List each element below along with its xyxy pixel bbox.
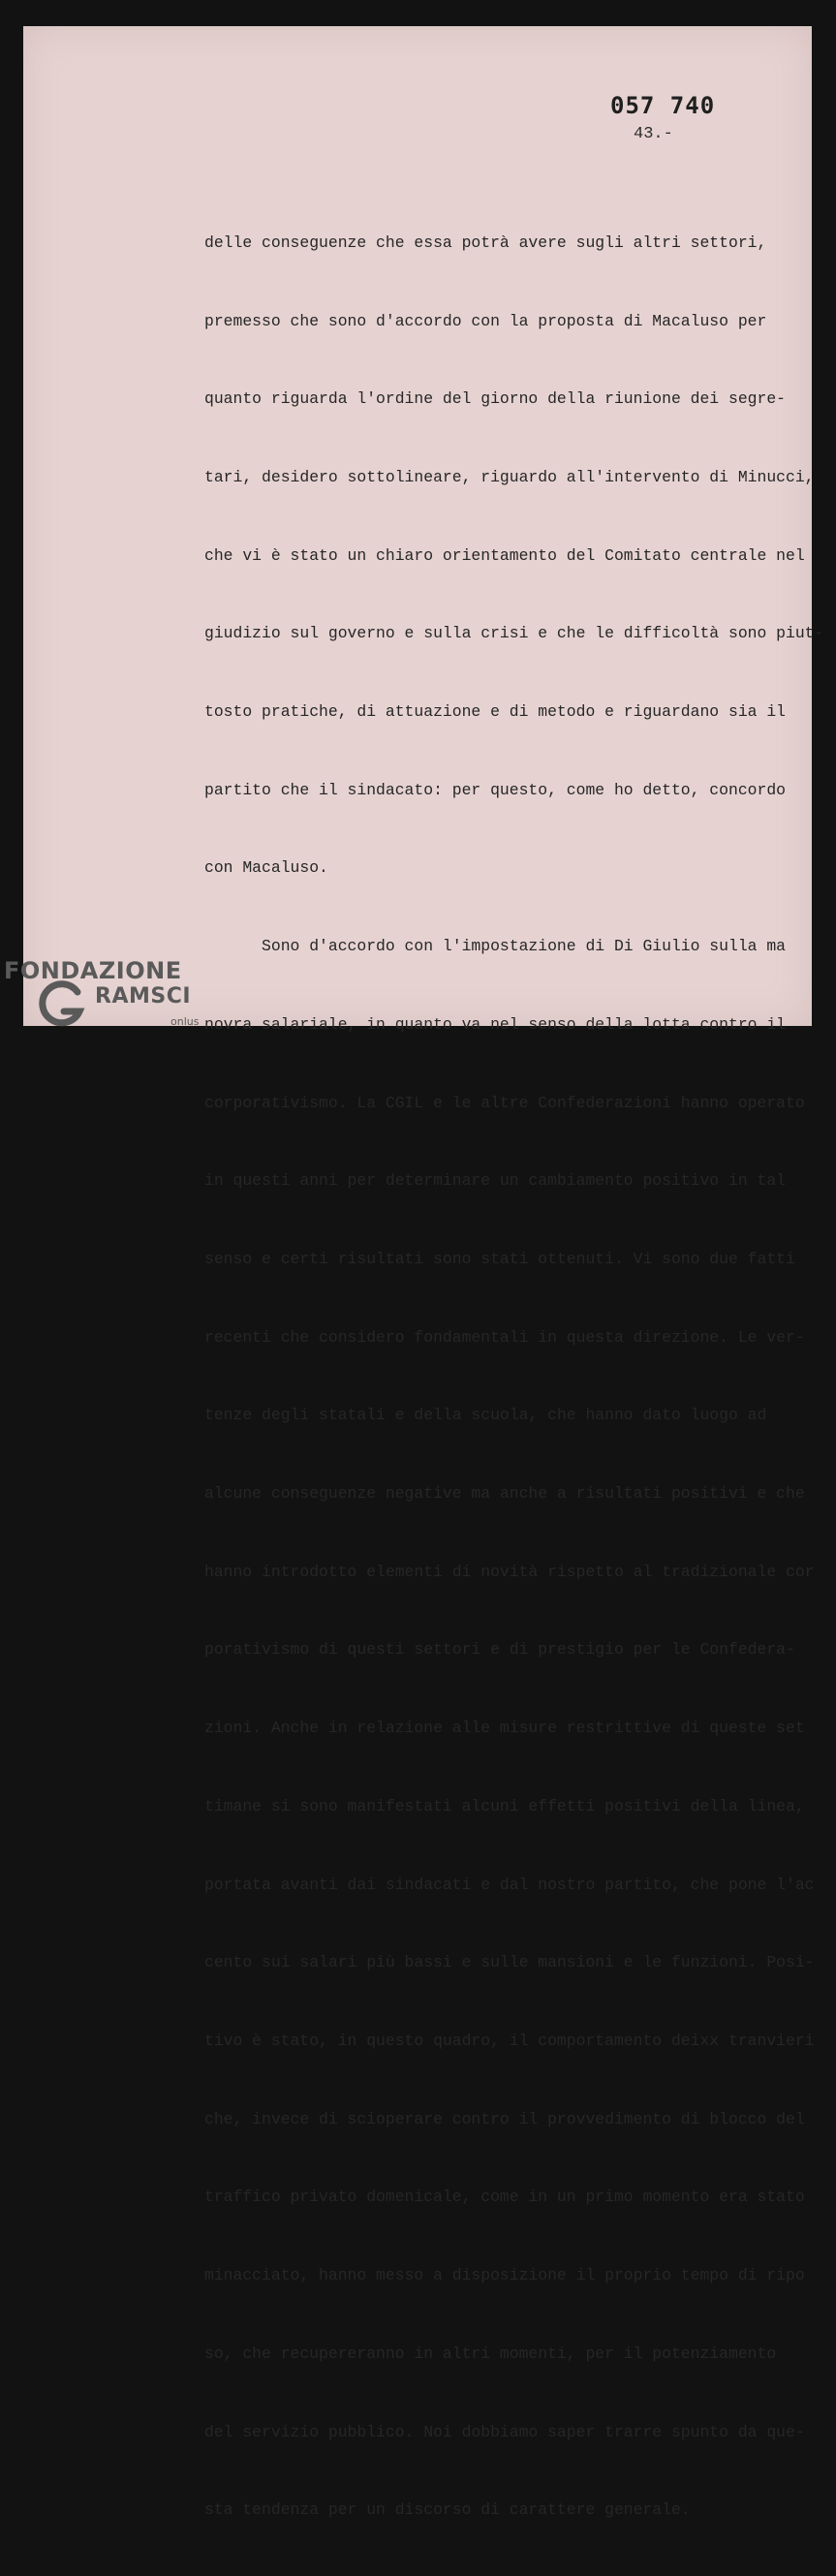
text-line: con Macaluso. — [204, 858, 328, 878]
text-line: novra salariale, in quanto va nel senso della lotta contro il — [204, 1014, 786, 1034]
archive-number: 057 740 — [610, 92, 716, 119]
watermark-title: FONDAZIONE — [4, 957, 182, 984]
text-line: del servizio pubblico. Noi dobbiamo saper trarre spunto da que- — [204, 2422, 805, 2441]
text-line: tenze degli statali e della scuola, che hanno dato luogo ad — [204, 1406, 767, 1425]
text-line: timane si sono manifestati alcuni effetti positivi della linea, — [204, 1796, 805, 1816]
typed-text-body — [204, 178, 824, 2576]
text-line: che vi è stato un chiaro orientamento del Comitato centrale nel — [204, 545, 805, 565]
text-line: in questi anni per determinare un cambiamento positivo in tal — [204, 1171, 786, 1191]
text-line: corporativismo. La CGIL e le altre Confederazioni hanno operato — [204, 1093, 805, 1112]
text-line: alcune conseguenze negative ma anche a risultati positivi e che — [204, 1484, 805, 1504]
text-line: senso e certi risultati sono stati ottenuti. Vi sono due fatti — [204, 1249, 795, 1268]
text-line: giudizio sul governo e sulla crisi e che le difficoltà sono piut- — [204, 624, 824, 643]
text-line: tari, desidero sottolineare, riguardo all'intervento di Minucci, — [204, 467, 815, 486]
text-line: portata avanti dai sindacati e dal nostro partito, che pone l'ac — [204, 1875, 815, 1894]
text-line: delle conseguenze che essa potrà avere sugli altri settori, — [204, 233, 767, 252]
text-line: traffico privato domenicale, come in un primo momento era stato — [204, 2188, 805, 2207]
watermark-onlus: onlus — [170, 1015, 200, 1028]
text-line: che, invece di scioperare contro il provvedimento di blocco del — [204, 2109, 805, 2128]
gramsci-g-logo-icon — [35, 978, 87, 1031]
text-line: minacciato, hanno messo a disposizione il proprio tempo di ripo — [204, 2266, 805, 2285]
text-line: premesso che sono d'accordo con la proposta di Macaluso per — [204, 311, 767, 330]
text-line: recenti che considero fondamentali in questa direzione. Le ver- — [204, 1327, 805, 1347]
text-line: cento sui salari più bassi e sulle mansioni e le funzioni. Posi- — [204, 1953, 815, 1972]
text-line: Sono d'accordo con l'impostazione di Di Giulio sulla ma — [204, 937, 786, 956]
text-line: quanto riguarda l'ordine del giorno della riunione dei segre- — [204, 389, 786, 409]
text-line: zioni. Anche in relazione alle misure restrittive di queste set — [204, 1719, 805, 1738]
page-number: 43.- — [634, 125, 673, 143]
text-line: partito che il sindacato: per questo, come ho detto, concordo — [204, 780, 786, 799]
watermark-subtitle: RAMSCI — [95, 984, 192, 1009]
text-line: porativismo di questi settori e di prestigio per le Confedera- — [204, 1640, 795, 1660]
text-line: sta tendenza per un discorso di carattere generale. — [204, 2500, 691, 2520]
document-page — [23, 26, 824, 2520]
text-line: tivo è stato, in questo quadro, il comportamento deixx tranvieri — [204, 2031, 815, 2050]
text-line: tosto pratiche, di attuazione e di metodo e riguardano sia il — [204, 702, 786, 722]
text-line: so, che recupereranno in altri momenti, per il potenziamento — [204, 2343, 777, 2363]
text-line: hanno introdotto elementi di novità rispetto al tradizionale cor — [204, 1562, 815, 1581]
